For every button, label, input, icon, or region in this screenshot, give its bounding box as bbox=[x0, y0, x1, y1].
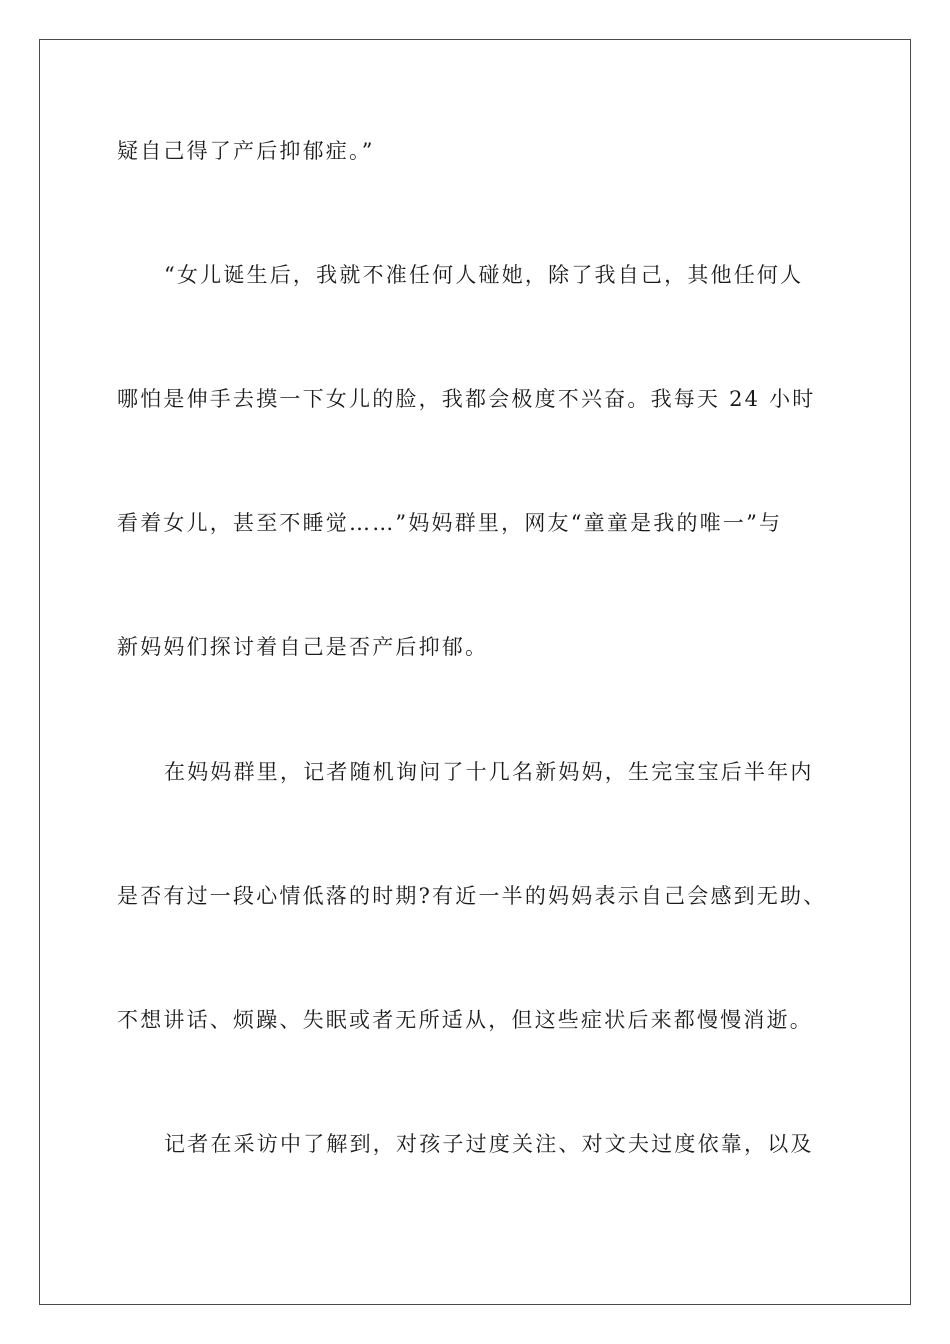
text-line: 是否有过一段心情低落的时期?有近一半的妈妈表示自己会感到无助、 bbox=[117, 884, 827, 908]
paragraph-start-line: “女儿诞生后，我就不准任何人碰她，除了我自己，其他任何人 bbox=[164, 263, 804, 287]
paragraph-start-line: 在妈妈群里，记者随机询问了十几名新妈妈，生完宝宝后半年内 bbox=[164, 760, 814, 784]
text-line: 疑自己得了产后抑郁症。” bbox=[117, 139, 375, 163]
text-line: 哪怕是伸手去摸一下女儿的脸，我都会极度不兴奋。我每天 24 小时 bbox=[117, 387, 816, 411]
text-line: 看着女儿，甚至不睡觉……”妈妈群里，网友“童童是我的唯一”与 bbox=[117, 511, 783, 535]
paragraph-start-line: 记者在采访中了解到，对孩子过度关注、对文夫过度依靠，以及 bbox=[164, 1132, 814, 1156]
text-line: 新妈妈们探讨着自己是否产后抑郁。 bbox=[117, 635, 489, 659]
page-border bbox=[39, 39, 911, 1305]
text-line: 不想讲话、烦躁、失眠或者无所适从，但这些症状后来都慢慢消逝。 bbox=[117, 1008, 813, 1032]
